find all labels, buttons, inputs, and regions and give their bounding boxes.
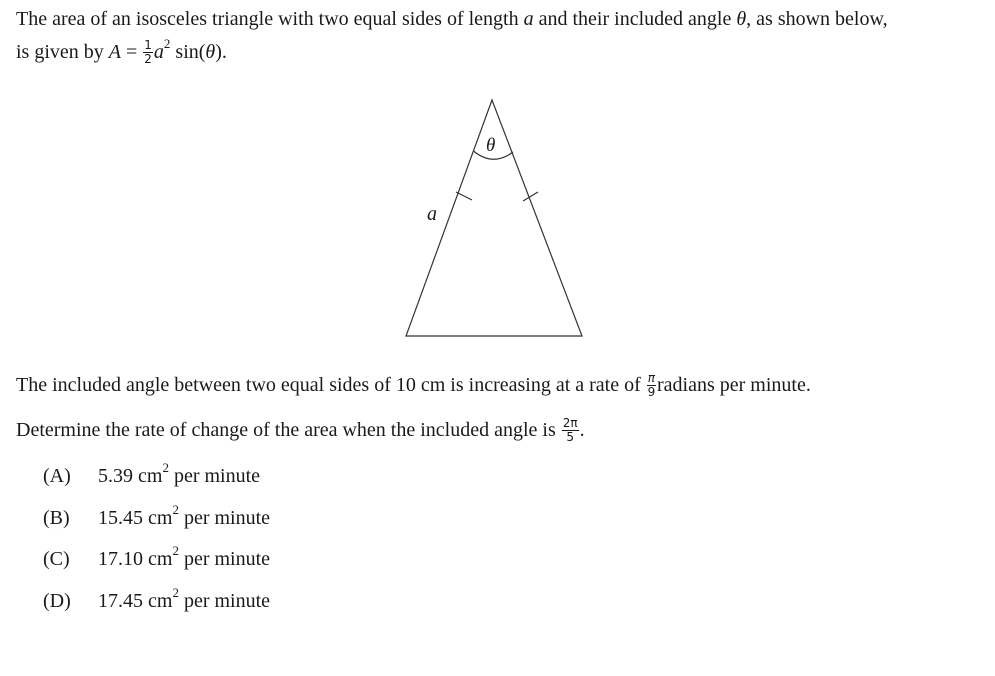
- sin-open: sin(: [170, 41, 206, 64]
- option-value: 17.10 cm: [98, 548, 173, 570]
- sin-close: ).: [215, 41, 227, 64]
- rate-fraction: [647, 372, 656, 399]
- isosceles-triangle-diagram: [395, 95, 595, 345]
- question-text-1: The included angle between two equal sides of 10 cm is increasing at a rate of: [16, 374, 646, 397]
- option-c[interactable]: [43, 543, 271, 571]
- option-d[interactable]: [43, 585, 271, 613]
- fraction-numerator: 1: [144, 38, 152, 52]
- option-b[interactable]: [43, 502, 271, 530]
- option-value: 17.45 cm: [98, 590, 173, 612]
- question-text-3: Determine the rate of change of the area when the included angle is: [16, 419, 561, 442]
- variable-area: A: [108, 41, 121, 64]
- intro-text-3: , as shown below,: [746, 8, 888, 30]
- question-text-2: radians per minute.: [657, 374, 811, 397]
- sin-theta: θ: [205, 41, 216, 64]
- question-text-4: .: [579, 419, 585, 442]
- variable-theta: θ: [736, 8, 747, 30]
- option-exponent: 2: [172, 585, 179, 601]
- intro-text-1: The area of an isosceles triangle with two equal sides of length: [16, 8, 524, 30]
- option-exponent: 2: [172, 502, 179, 518]
- intro-text-4: is given by: [16, 41, 109, 64]
- intro-text-2: and their included angle: [533, 8, 737, 30]
- option-value: 15.45 cm: [98, 507, 173, 529]
- option-label: (C): [43, 548, 70, 570]
- intro-line-2: [16, 36, 227, 67]
- variable-a: a: [523, 8, 534, 30]
- variable-a-squared: a: [153, 41, 164, 64]
- tick-mark-left: [456, 192, 472, 200]
- option-unit: per minute: [178, 548, 271, 570]
- angle-fraction: [562, 417, 579, 444]
- fraction-one-half: [143, 39, 153, 66]
- option-label: (B): [43, 507, 70, 529]
- rate-numerator: π: [647, 371, 656, 385]
- option-a[interactable]: [43, 460, 261, 488]
- option-value: 5.39 cm: [98, 465, 163, 487]
- option-unit: per minute: [178, 507, 271, 529]
- question-line-1: [16, 373, 811, 400]
- option-label: (A): [43, 465, 71, 487]
- angle-numerator: 2π: [562, 416, 578, 430]
- question-line-2: [16, 418, 585, 445]
- option-exponent: 2: [172, 543, 179, 559]
- rate-denominator: 9: [647, 385, 656, 399]
- intro-line-1: [16, 7, 888, 31]
- option-label: (D): [43, 590, 71, 612]
- side-label-a: a: [427, 203, 437, 225]
- fraction-denominator: 2: [144, 52, 152, 66]
- equals-sign: =: [121, 41, 143, 64]
- exponent-two: 2: [163, 36, 171, 52]
- option-unit: per minute: [178, 590, 271, 612]
- angle-denominator: 5: [566, 430, 575, 444]
- angle-label-theta: θ: [486, 135, 496, 156]
- option-unit: per minute: [168, 465, 261, 487]
- option-exponent: 2: [162, 460, 169, 476]
